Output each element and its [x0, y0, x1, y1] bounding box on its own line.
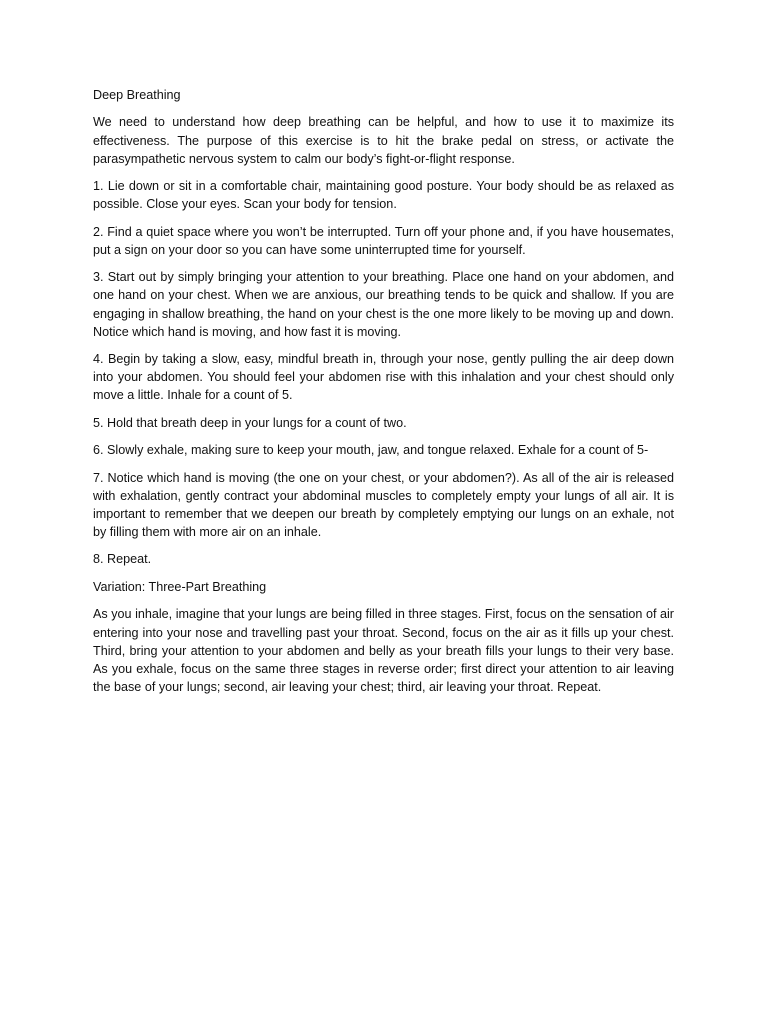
step-3: 3. Start out by simply bringing your attention to your breathing. Place one hand on your abdomen, and one hand on your chest. When we are anxious, our breathing tends to be quick and shallow. If you are engaging in shallow breathing, the hand on your chest is the one more likely to be moving up and down. Notice which hand is moving, and how fast it is moving. [93, 270, 674, 339]
step-2: 2. Find a quiet space where you won’t be interrupted. Turn off your phone and, if you have housemates, put a sign on your door so you can have some uninterrupted time for yourself. [93, 224, 674, 257]
step-5: 5. Hold that breath deep in your lungs for a count of two. [93, 415, 407, 430]
step-6: 6. Slowly exhale, making sure to keep your mouth, jaw, and tongue relaxed. Exhale for a count of 5- [93, 443, 649, 458]
document-title: Deep Breathing [93, 88, 181, 102]
document-body [93, 86, 674, 705]
step-4: 4. Begin by taking a slow, easy, mindful breath in, through your nose, gently pulling the air deep down into your abdomen. You should feel your abdomen rise with this inhalation and your chest should only move a little. Inhale for a count of 5. [93, 352, 674, 403]
step-8: 8. Repeat. [93, 552, 152, 567]
intro-paragraph: We need to understand how deep breathing can be helpful, and how to use it to maximize its effectiveness. The purpose of this exercise is to hit the brake pedal on stress, or activate the parasympathetic nervous system to calm our body’s fight-or-flight response. [93, 115, 674, 166]
step-1: 1. Lie down or sit in a comfortable chair, maintaining good posture. Your body should be as relaxed as possible. Close your eyes. Scan your body for tension. [93, 179, 674, 212]
variation-title: Variation: Three-Part Breathing [93, 579, 267, 594]
step-7: 7. Notice which hand is moving (the one on your chest, or your abdomen?). As all of the air is released with exhalation, gently contract your abdominal muscles to completely empty your lungs of all air. It is important to remember that we deepen our breath by completely emptying our lungs on an exhale, not by filling them with more air on an inhale. [93, 470, 674, 539]
variation-paragraph: As you inhale, imagine that your lungs are being filled in three stages. First, focus on the sensation of air entering into your nose and travelling past your throat. Second, focus on the air as it fills up your chest. Third, bring your attention to your abdomen and belly as your breath fills your lungs to their very base. As you exhale, focus on the same three stages in reverse order; first direct your attention to air leaving the base of your lungs; second, air leaving your chest; third, air leaving your throat. Repeat. [93, 607, 674, 694]
